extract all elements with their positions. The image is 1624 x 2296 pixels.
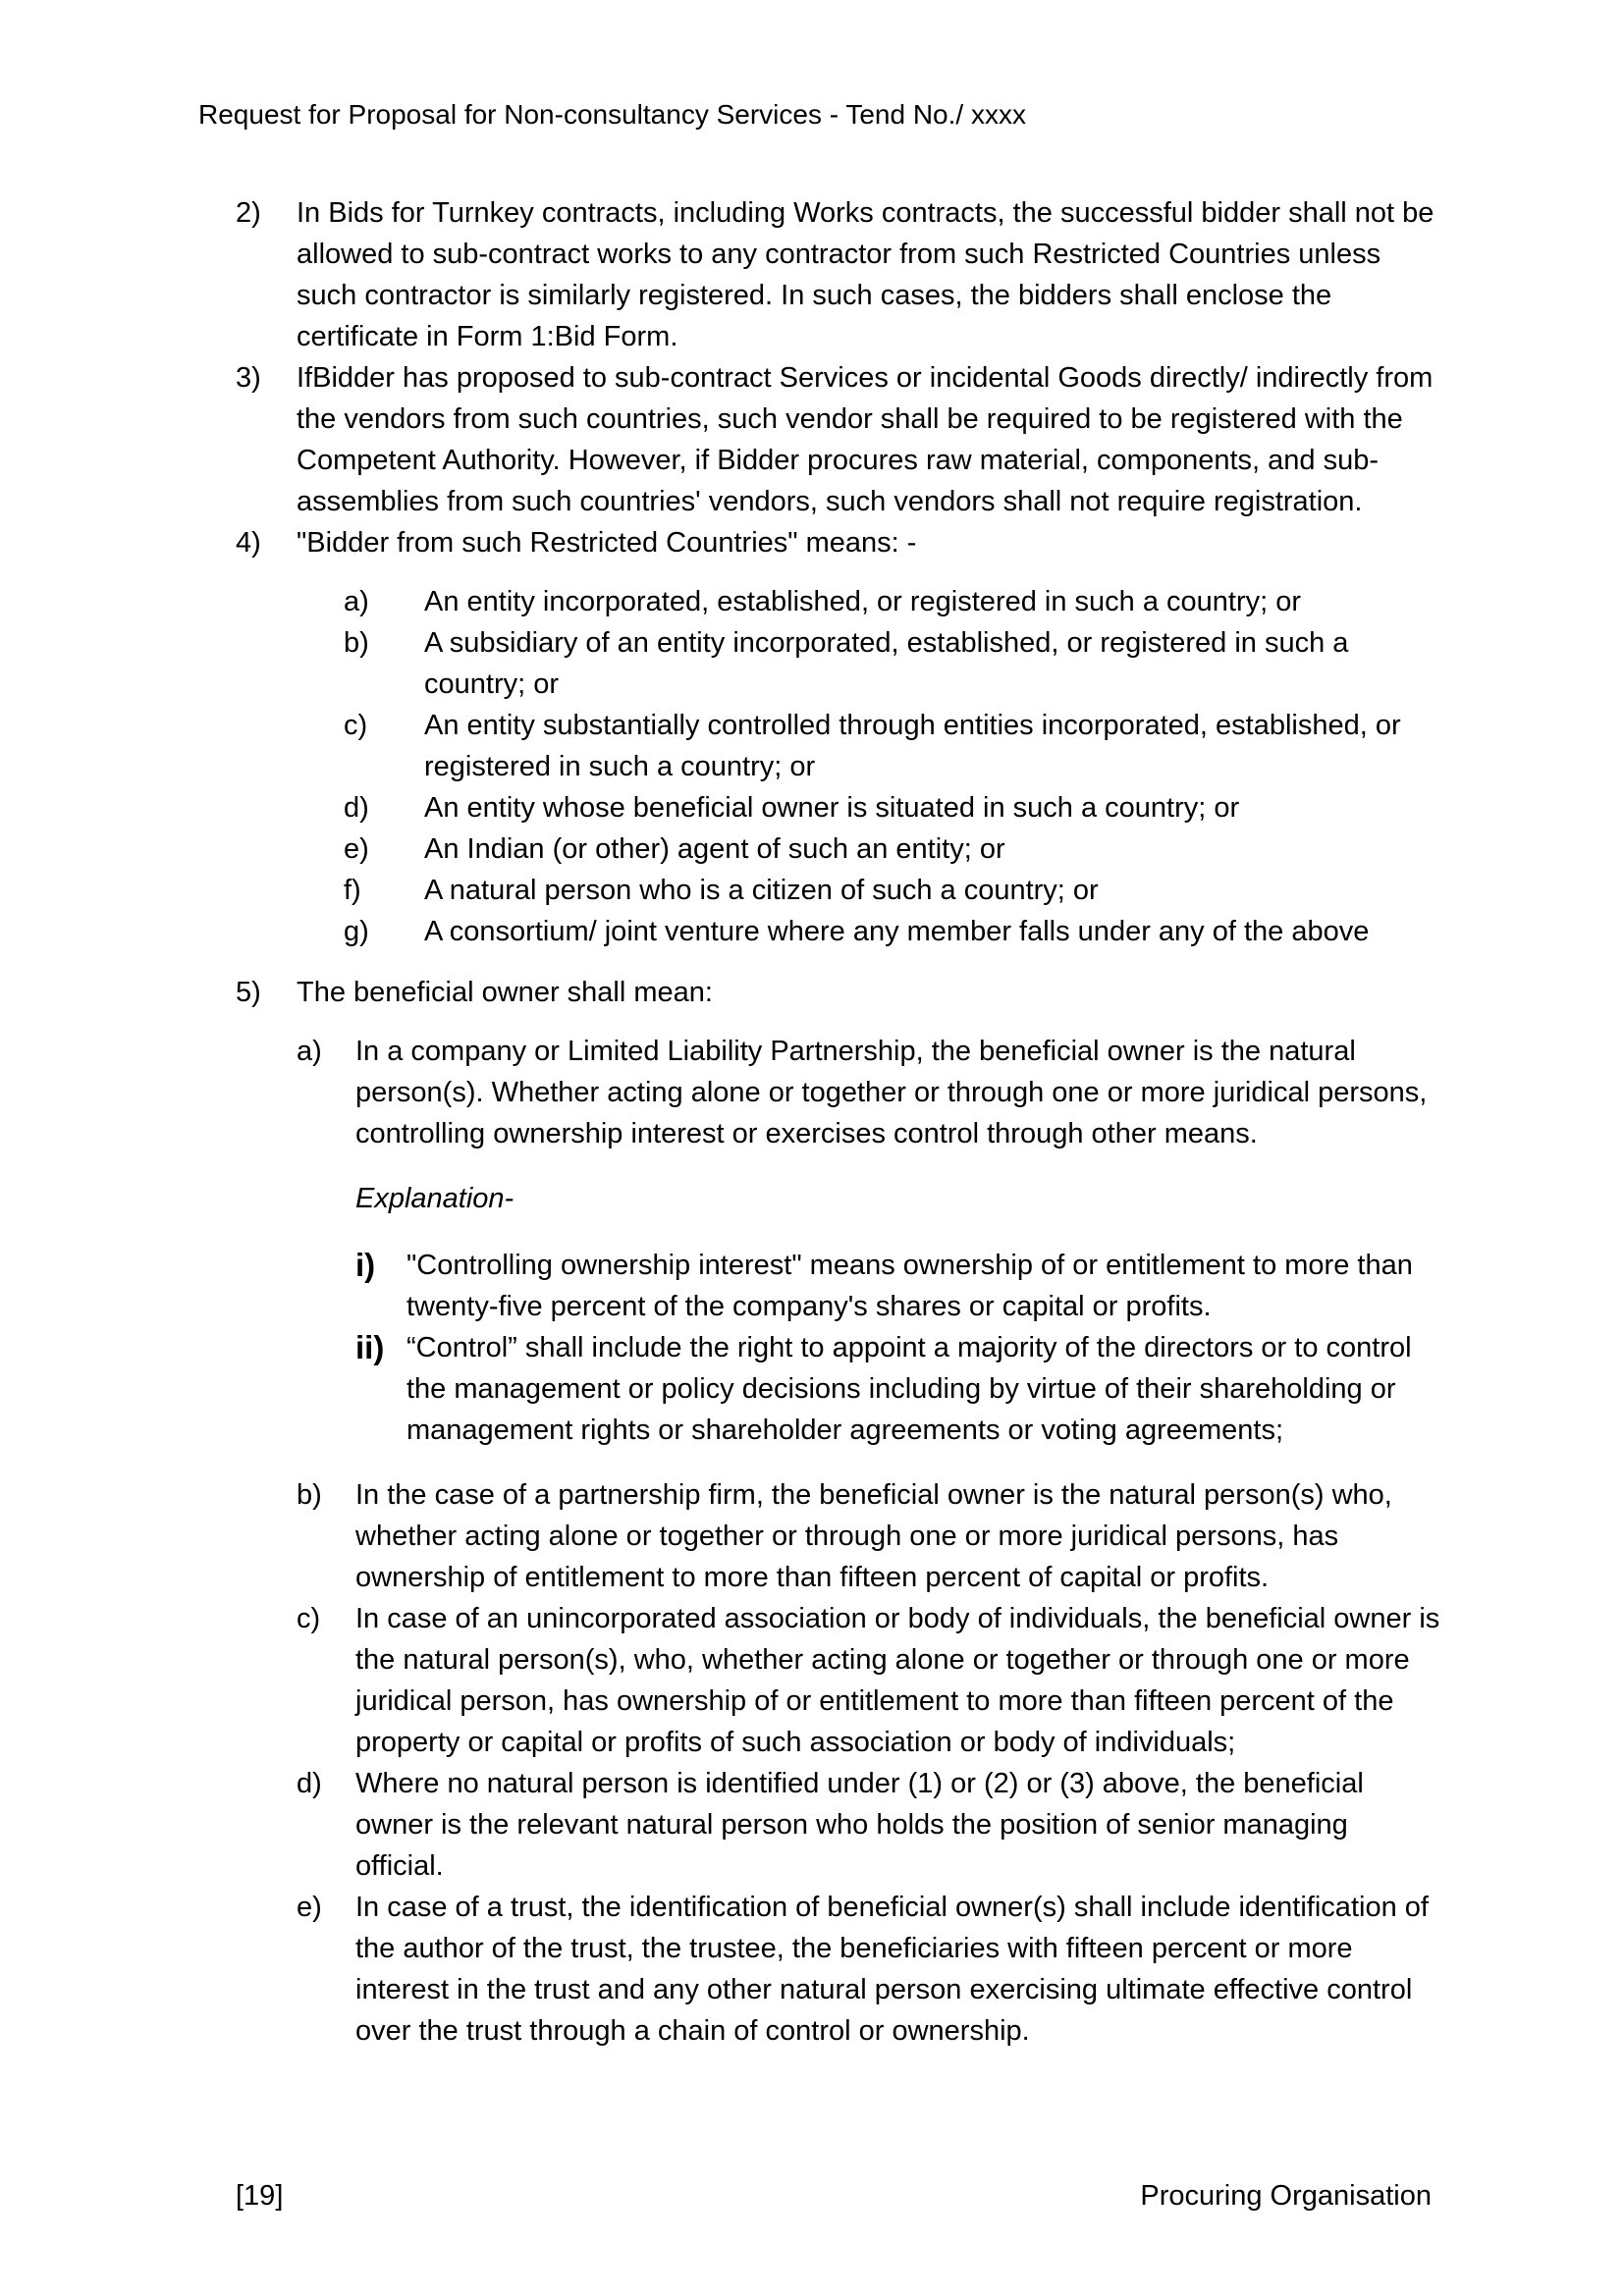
list-item-text: A subsidiary of an entity incorporated, established, or registered in such a country; or <box>424 627 1349 700</box>
list-item-text: An entity incorporated, established, or registered in such a country; or <box>424 586 1302 617</box>
list-item-number: 5) <box>236 977 261 1008</box>
footer-organisation: Procuring Organisation <box>1140 2180 1432 2212</box>
list-item-text: In Bids for Turnkey contracts, including Works contracts, the successful bidder shall not be allowed to sub-contract works to any contractor from such Restricted Countries unless such contractor is similarly registered. In such cases, the bidders shall enclose the certificate in Form 1:Bid Form. <box>297 197 1435 352</box>
list-item-number: 4) <box>236 527 261 559</box>
list-item <box>344 581 1443 622</box>
list-item <box>344 787 1443 828</box>
document-body <box>236 192 1443 2052</box>
page-number: [19] <box>236 2180 284 2212</box>
list-item <box>344 870 1443 911</box>
list-item-number: b) <box>344 627 369 659</box>
list-item-text: The beneficial owner shall mean: <box>297 977 713 1008</box>
header-title: Request for Proposal for Non-consultancy Services - Tend No./ xxxx <box>198 99 1026 130</box>
list-item <box>236 357 1443 522</box>
list-item-text: An entity substantially controlled through entities incorporated, established, or registered in such a country; or <box>424 710 1401 782</box>
explanation-items <box>355 1245 1443 1451</box>
list-item-number: c) <box>344 710 368 741</box>
list-item <box>344 705 1443 787</box>
list-item-text: IfBidder has proposed to sub-contract Services or incidental Goods directly/ indirectly from the vendors from such countries, such vendor shall be required to be registered with the Competent Authority. However, if Bidder procures raw material, components, and sub-assemblies from such countries' vendors, such vendors shall not require registration. <box>297 362 1434 517</box>
list-item-number: e) <box>344 833 369 865</box>
list-item-number: e) <box>297 1892 322 1923</box>
restricted-countries-definitions <box>236 581 1443 952</box>
list-item-number: 3) <box>236 362 261 394</box>
list-item-text: A consortium/ joint venture where any member falls under any of the above <box>424 916 1370 947</box>
list-item <box>297 1474 1443 1598</box>
list-item-number: a) <box>344 586 369 617</box>
list-item <box>355 1245 1443 1327</box>
list-item-number: f) <box>344 875 361 906</box>
list-item <box>236 522 1443 563</box>
list-item-number: d) <box>297 1768 322 1799</box>
page-header <box>198 94 1026 135</box>
list-item-text: In a company or Limited Liability Partnership, the beneficial owner is the natural person(s). Whether acting alone or together or through one or more juridical persons, controlling ownership interest or exercises control through other means. <box>355 1036 1428 1149</box>
list-item <box>344 622 1443 705</box>
list-item-text: “Control” shall include the right to appoint a majority of the directors or to control the management or policy decisions including by virtue of their shareholding or management rights or shareholder agreements or voting agreements; <box>406 1332 1412 1446</box>
list-item-number: i) <box>355 1247 376 1283</box>
list-item <box>297 1031 1443 1154</box>
list-item-number: b) <box>297 1479 322 1511</box>
list-item-text: An Indian (or other) agent of such an entity; or <box>424 833 1005 865</box>
list-item-number: g) <box>344 916 369 947</box>
list-item-text: In case of a trust, the identification of beneficial owner(s) shall include identification of the author of the trust, the trustee, the beneficiaries with fifteen percent or more interest in the trust and any other natural person exercising ultimate effective control over the trust through a chain of control or ownership. <box>355 1892 1429 2047</box>
list-item-number: a) <box>297 1036 322 1067</box>
list-item <box>344 911 1443 952</box>
list-item-number: ii) <box>355 1329 385 1365</box>
list-item-text: A natural person who is a citizen of such a country; or <box>424 875 1099 906</box>
list-item-text: "Bidder from such Restricted Countries" means: - <box>297 527 917 559</box>
list-item <box>297 1598 1443 1763</box>
list-item-text: In case of an unincorporated association or body of individuals, the beneficial owner is the natural person(s), who, whether acting alone or together or through one or more juridical person, has ownership of or entitlement to more than fifteen percent of the property or capital or profits of such association or body of individuals; <box>355 1603 1440 1758</box>
list-item <box>297 1763 1443 1887</box>
list-item-number: 2) <box>236 197 261 229</box>
list-item <box>297 1887 1443 2052</box>
explanation-label: Explanation- <box>355 1183 514 1214</box>
list-item-text: "Controlling ownership interest" means ownership of or entitlement to more than twenty-five percent of the company's shares or capital or profits. <box>406 1250 1413 1322</box>
list-item-text: An entity whose beneficial owner is situated in such a country; or <box>424 792 1240 824</box>
list-item <box>355 1327 1443 1451</box>
list-item <box>344 828 1443 870</box>
list-item-number: d) <box>344 792 369 824</box>
list-item-text: In the case of a partnership firm, the beneficial owner is the natural person(s) who, whether acting alone or together or through one or more juridical persons, has ownership of entitlement to more than fifteen percent of capital or profits. <box>355 1479 1392 1593</box>
list-item-number: c) <box>297 1603 321 1634</box>
list-item <box>236 192 1443 357</box>
list-item-text: Where no natural person is identified under (1) or (2) or (3) above, the beneficial owner is the relevant natural person who holds the position of senior managing official. <box>355 1768 1364 1882</box>
page-footer <box>236 2175 1432 2216</box>
list-item <box>236 972 1443 1013</box>
